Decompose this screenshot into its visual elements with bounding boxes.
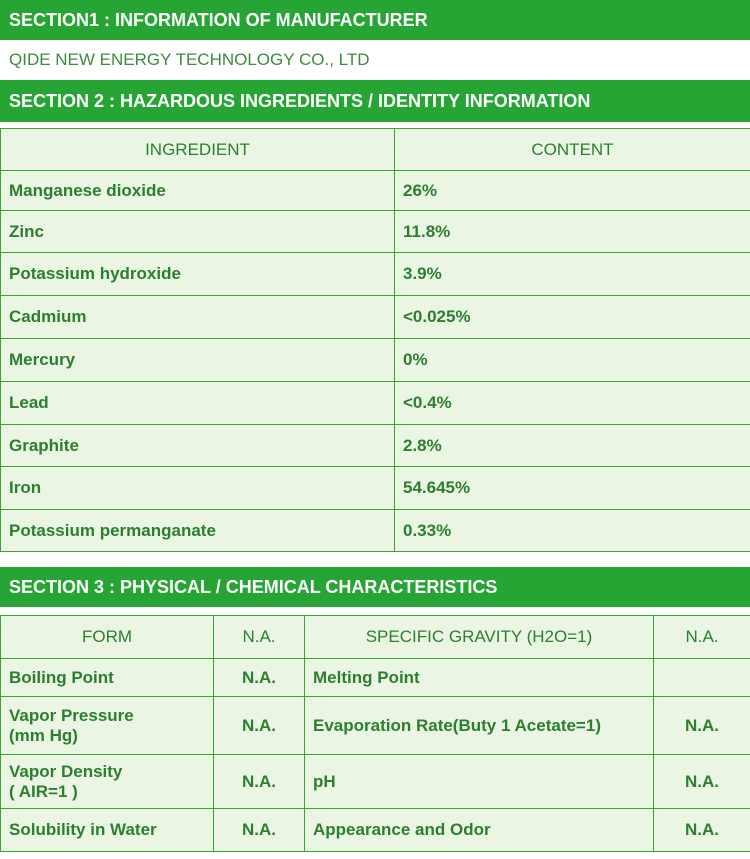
property-value: N.A.	[654, 755, 750, 809]
ingredient-content: 0%	[395, 339, 750, 382]
property-value: N.A.	[654, 809, 750, 852]
table-row	[1, 510, 750, 552]
property-label	[1, 755, 214, 809]
table-row	[1, 211, 750, 253]
property-value: N.A.	[214, 809, 305, 852]
ingredient-name: Potassium hydroxide	[1, 253, 395, 296]
property-value: N.A.	[214, 755, 305, 809]
property-label: Melting Point	[305, 659, 654, 697]
ingredient-content: 26%	[395, 171, 750, 211]
section3-title: SECTION 3 : PHYSICAL / CHEMICAL CHARACTERISTICS	[9, 576, 498, 597]
table-row	[1, 296, 750, 339]
property-label: SPECIFIC GRAVITY (H2O=1)	[305, 616, 654, 659]
ingredient-content: <0.4%	[395, 382, 750, 425]
property-label-line: (mm Hg)	[9, 725, 78, 745]
property-label-line: Vapor Pressure	[9, 705, 134, 725]
characteristics-table	[0, 615, 750, 852]
property-value: N.A.	[214, 616, 305, 659]
table-row	[1, 755, 750, 809]
ingredient-name: Zinc	[1, 211, 395, 253]
table-row	[1, 616, 750, 659]
property-label-line: Vapor Density	[9, 761, 123, 781]
property-label	[1, 697, 214, 755]
table-row	[1, 382, 750, 425]
ingredient-name: Cadmium	[1, 296, 395, 339]
property-value: N.A.	[654, 616, 750, 659]
ingredient-content: <0.025%	[395, 296, 750, 339]
ingredient-name: Iron	[1, 467, 395, 510]
property-label: Boiling Point	[1, 659, 214, 697]
ingredient-content: 11.8%	[395, 211, 750, 253]
section2-title: SECTION 2 : HAZARDOUS INGREDIENTS / IDENTITY INFORMATION	[9, 90, 591, 111]
property-value: N.A.	[214, 697, 305, 755]
property-value	[654, 659, 750, 697]
section1-header	[0, 0, 750, 40]
table-row	[1, 339, 750, 382]
table-row	[1, 809, 750, 852]
manufacturer-name: QIDE NEW ENERGY TECHNOLOGY CO., LTD	[9, 50, 370, 69]
ingredient-column-header: INGREDIENT	[1, 129, 395, 171]
ingredient-content: 0.33%	[395, 510, 750, 552]
property-label: FORM	[1, 616, 214, 659]
property-label: Solubility in Water	[1, 809, 214, 852]
ingredient-name: Graphite	[1, 425, 395, 467]
section1-title: SECTION1 : INFORMATION OF MANUFACTURER	[9, 9, 428, 30]
ingredients-header-row	[1, 129, 750, 171]
property-label-line: ( AIR=1 )	[9, 781, 78, 801]
ingredient-name: Lead	[1, 382, 395, 425]
table-row	[1, 253, 750, 296]
table-row	[1, 425, 750, 467]
section2-header	[0, 80, 750, 122]
property-label: Evaporation Rate(Buty 1 Acetate=1)	[305, 697, 654, 755]
content-column-header: CONTENT	[395, 129, 750, 171]
table-row	[1, 659, 750, 697]
table-row	[1, 697, 750, 755]
ingredient-name: Manganese dioxide	[1, 171, 395, 211]
ingredient-content: 2.8%	[395, 425, 750, 467]
section3-header	[0, 567, 750, 607]
table-row	[1, 467, 750, 510]
property-value: N.A.	[654, 697, 750, 755]
property-value: N.A.	[214, 659, 305, 697]
ingredient-name: Potassium permanganate	[1, 510, 395, 552]
property-label: Appearance and Odor	[305, 809, 654, 852]
property-label: pH	[305, 755, 654, 809]
ingredients-table	[0, 128, 750, 552]
table-row	[1, 171, 750, 211]
ingredient-content: 54.645%	[395, 467, 750, 510]
ingredient-name: Mercury	[1, 339, 395, 382]
ingredient-content: 3.9%	[395, 253, 750, 296]
